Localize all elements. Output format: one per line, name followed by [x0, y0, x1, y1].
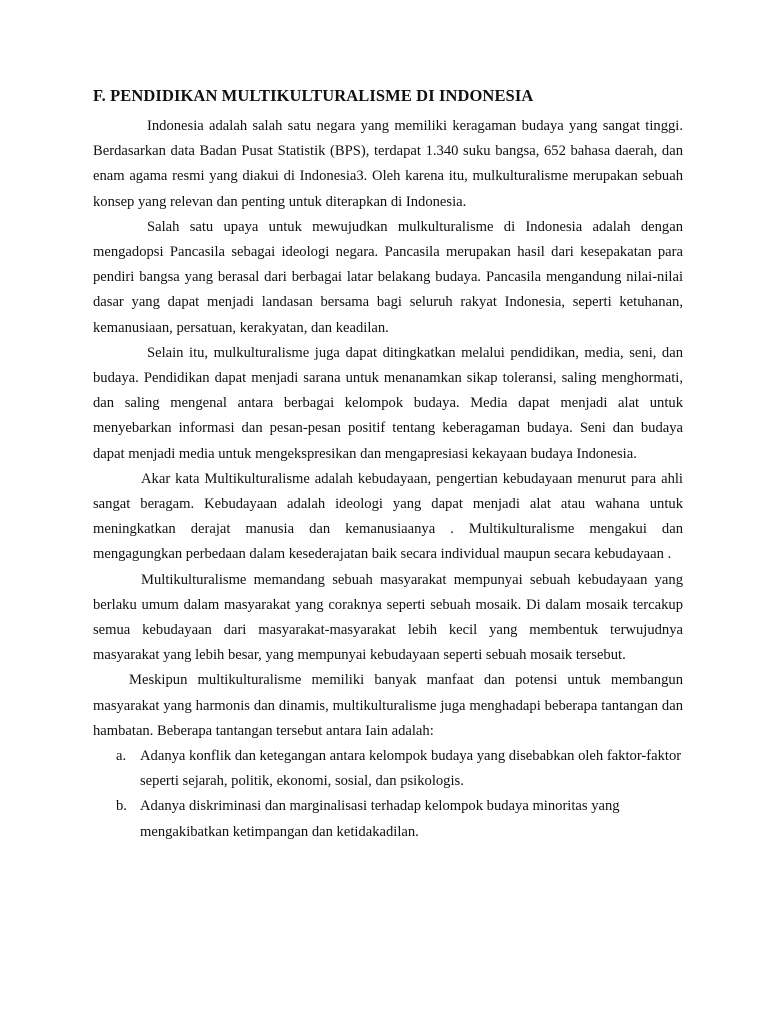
paragraph-intro: Indonesia adalah salah satu negara yang memiliki keragaman budaya yang sangat tinggi. Berdasarkan data Badan Pusat Statistik (BPS), terdapat 1.340 suku bangsa, 652 bahasa daerah, dan enam agama resmi yang diakui di Indonesia3. Oleh karena itu, mulkulturalisme merupakan sebuah konsep yang relevan dan penting untuk diterapkan di Indonesia.	[93, 118, 683, 210]
list-item-text: Adanya diskriminasi dan marginalisasi terhadap kelompok budaya minoritas yang mengakibatkan ketimpangan dan ketidakadilan.	[140, 798, 620, 840]
list-marker: b.	[116, 798, 127, 815]
paragraph-root-word: Akar kata Multikulturalisme adalah kebudayaan, pengertian kebudayaan menurut para ahli sangat beragam. Kebudayaan adalah ideologi yang dapat menjadi alat atau wahana untuk meningkatkan derajat manusia dan kemanusiaanya . Multikulturalisme mengakui dan mengagungkan perbedaan dalam kesederajatan baik secara individual maupun secara kebudayaan .	[93, 470, 683, 563]
section-heading: F. PENDIDIKAN MULTIKULTURALISME DI INDONESIA	[93, 86, 534, 105]
list-item-text: Adanya konflik dan ketegangan antara kelompok budaya yang disebabkan oleh faktor-faktor seperti sejarah, politik, ekonomi, sosial, dan psikologis.	[140, 748, 682, 790]
paragraph-education-media: Selain itu, mulkulturalisme juga dapat ditingkatkan melalui pendidikan, media, seni, dan budaya. Pendidikan dapat menjadi sarana untuk menanamkan sikap toleransi, saling menghormati, dan saling mengenal antara berbagai kelompok budaya. Media dapat menjadi alat untuk menyebarkan informasi dan pesan-pesan positif tentang keberagaman budaya. Seni dan budaya dapat menjadi media untuk mengekspresikan dan mengapresiasi kekayaan budaya Indonesia.	[93, 344, 683, 462]
list-marker: a.	[116, 748, 127, 765]
challenge-list	[93, 744, 683, 845]
document-body	[93, 114, 683, 845]
paragraph-mosaic: Multikulturalisme memandang sebuah masyarakat mempunyai sebuah kebudayaan yang berlaku umum dalam masyarakat yang coraknya seperti sebuah mosaik. Di dalam mosaik tercakup semua kebudayaan dari masyarakat-masyarakat lebih kecil yang membentuk terwujudnya masyarakat yang lebih besar, yang mempunyai kebudayaan seperti sebuah mosaik tersebut.	[93, 571, 683, 664]
list-item	[93, 744, 683, 794]
list-item	[93, 794, 683, 844]
paragraph-pancasila: Salah satu upaya untuk mewujudkan mulkulturalisme di Indonesia adalah dengan mengadopsi Pancasila sebagai ideologi negara. Pancasila merupakan hasil dari kesepakatan para pendiri bangsa yang berasal dari berbagai latar belakang budaya. Pancasila mengandung nilai-nilai dasar yang dapat menjadi landasan bersama bagi seluruh rakyat Indonesia, seperti ketuhanan, kemanusiaan, persatuan, kerakyatan, dan keadilan.	[93, 218, 683, 336]
paragraph-challenges: Meskipun multikulturalisme memiliki banyak manfaat dan potensi untuk membangun masyarakat yang harmonis dan dinamis, multikulturalisme juga menghadapi beberapa tantangan dan hambatan. Beberapa tantangan tersebut antara Iain adalah:	[93, 672, 683, 739]
